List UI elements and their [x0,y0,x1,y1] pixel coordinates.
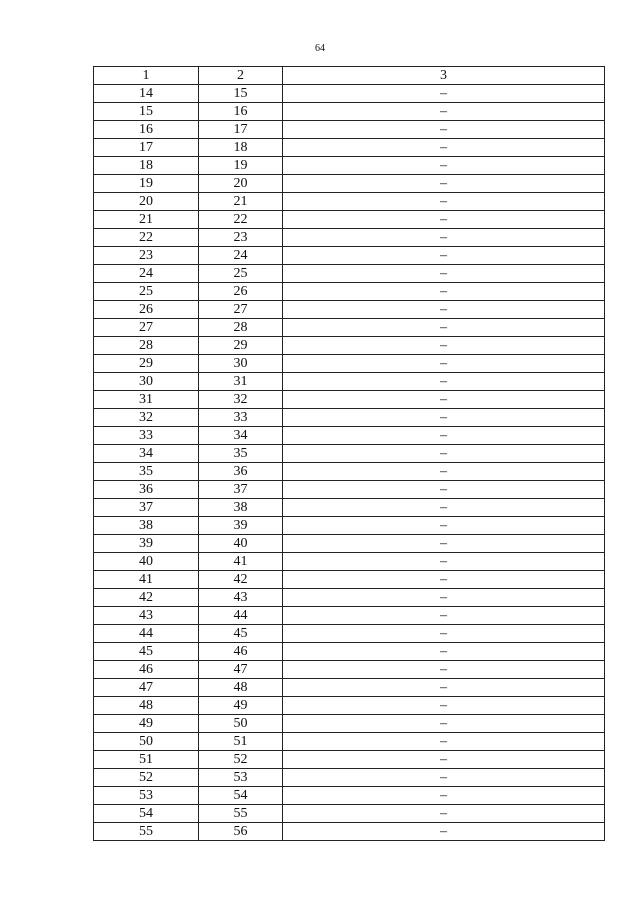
table-row [94,391,605,409]
table-cell-col2: 39 [199,517,283,535]
table-cell-col1: 49 [94,715,199,733]
table-cell-col1: 44 [94,625,199,643]
table-cell-col1: 26 [94,301,199,319]
table-cell-col3: – [283,265,605,283]
table-cell-col2: 20 [199,175,283,193]
table-cell-col1: 20 [94,193,199,211]
table-cell-col2: 46 [199,643,283,661]
table-cell-col1: 25 [94,283,199,301]
table-cell-col2: 23 [199,229,283,247]
table-cell-col1: 32 [94,409,199,427]
table-cell-col2: 18 [199,139,283,157]
table-cell-col1: 21 [94,211,199,229]
table-row [94,823,605,841]
table-cell-col2: 53 [199,769,283,787]
table-cell-col3: – [283,769,605,787]
table-body [94,85,605,841]
table-row [94,103,605,121]
table-row [94,373,605,391]
table-cell-col1: 28 [94,337,199,355]
table-cell-col2: 16 [199,103,283,121]
table-cell-col1: 48 [94,697,199,715]
table-cell-col1: 35 [94,463,199,481]
table-row [94,175,605,193]
table-cell-col3: – [283,301,605,319]
table-cell-col3: – [283,481,605,499]
table-row [94,229,605,247]
table-row [94,751,605,769]
table-cell-col1: 54 [94,805,199,823]
table-cell-col3: – [283,517,605,535]
table-row [94,265,605,283]
table-cell-col1: 16 [94,121,199,139]
table-cell-col3: – [283,463,605,481]
table-cell-col1: 52 [94,769,199,787]
table-row [94,535,605,553]
table-cell-col2: 40 [199,535,283,553]
table-row [94,553,605,571]
table-cell-col3: – [283,175,605,193]
table-cell-col1: 47 [94,679,199,697]
table-cell-col2: 54 [199,787,283,805]
table-row [94,139,605,157]
table-cell-col1: 33 [94,427,199,445]
table-cell-col3: – [283,247,605,265]
table-cell-col1: 46 [94,661,199,679]
data-table [93,66,605,841]
table-cell-col3: – [283,85,605,103]
table-row [94,409,605,427]
table-cell-col2: 15 [199,85,283,103]
table-cell-col2: 33 [199,409,283,427]
table-row [94,85,605,103]
table-cell-col3: – [283,625,605,643]
table-cell-col3: – [283,787,605,805]
table-cell-col2: 47 [199,661,283,679]
table-cell-col2: 38 [199,499,283,517]
table-row [94,589,605,607]
table-cell-col1: 51 [94,751,199,769]
table-cell-col1: 30 [94,373,199,391]
table-row [94,715,605,733]
table-cell-col2: 21 [199,193,283,211]
table-cell-col3: – [283,643,605,661]
table-cell-col1: 37 [94,499,199,517]
table-cell-col2: 51 [199,733,283,751]
table-cell-col3: – [283,823,605,841]
table-cell-col2: 22 [199,211,283,229]
table-row [94,121,605,139]
table-row [94,463,605,481]
table-row [94,247,605,265]
table-cell-col2: 29 [199,337,283,355]
table-cell-col3: – [283,337,605,355]
table-cell-col1: 27 [94,319,199,337]
table-cell-col1: 15 [94,103,199,121]
table-cell-col1: 40 [94,553,199,571]
table-row [94,787,605,805]
table-cell-col3: – [283,193,605,211]
table-cell-col2: 26 [199,283,283,301]
table-cell-col3: – [283,121,605,139]
table-cell-col3: – [283,607,605,625]
table-row [94,319,605,337]
table-row [94,733,605,751]
table-row [94,697,605,715]
column-header-3: 3 [283,67,605,85]
table-row [94,193,605,211]
table-cell-col3: – [283,229,605,247]
table-cell-col1: 22 [94,229,199,247]
table-row [94,211,605,229]
column-header-1: 1 [94,67,199,85]
table-row [94,607,605,625]
table-cell-col1: 19 [94,175,199,193]
table-cell-col2: 34 [199,427,283,445]
table-cell-col3: – [283,391,605,409]
table-cell-col1: 18 [94,157,199,175]
table-cell-col3: – [283,499,605,517]
table-cell-col3: – [283,283,605,301]
table-cell-col3: – [283,157,605,175]
table-cell-col3: – [283,535,605,553]
table-cell-col3: – [283,805,605,823]
table-cell-col2: 56 [199,823,283,841]
table-row [94,679,605,697]
table-cell-col2: 55 [199,805,283,823]
table-cell-col2: 17 [199,121,283,139]
table-cell-col2: 30 [199,355,283,373]
table-row [94,481,605,499]
table-header-row [94,67,605,85]
table-cell-col3: – [283,571,605,589]
table-cell-col3: – [283,553,605,571]
table-cell-col2: 32 [199,391,283,409]
table-row [94,643,605,661]
table-row [94,769,605,787]
table-cell-col2: 41 [199,553,283,571]
table-cell-col3: – [283,355,605,373]
table-cell-col2: 49 [199,697,283,715]
table-cell-col2: 19 [199,157,283,175]
table-cell-col2: 25 [199,265,283,283]
table-cell-col1: 31 [94,391,199,409]
table-cell-col3: – [283,211,605,229]
table-row [94,625,605,643]
table-row [94,517,605,535]
table-cell-col2: 43 [199,589,283,607]
table-cell-col2: 27 [199,301,283,319]
table-cell-col3: – [283,319,605,337]
table-cell-col3: – [283,679,605,697]
table-cell-col1: 45 [94,643,199,661]
table-cell-col2: 24 [199,247,283,265]
table-row [94,337,605,355]
table-cell-col3: – [283,409,605,427]
table-cell-col1: 39 [94,535,199,553]
table-row [94,283,605,301]
table-cell-col3: – [283,373,605,391]
table-cell-col2: 50 [199,715,283,733]
table-cell-col3: – [283,661,605,679]
table-cell-col3: – [283,589,605,607]
table-cell-col3: – [283,139,605,157]
table-cell-col1: 23 [94,247,199,265]
table-cell-col1: 34 [94,445,199,463]
table-row [94,157,605,175]
table-row [94,355,605,373]
table-cell-col3: – [283,733,605,751]
table-cell-col2: 48 [199,679,283,697]
table-cell-col2: 44 [199,607,283,625]
table-cell-col1: 14 [94,85,199,103]
table-cell-col2: 36 [199,463,283,481]
table-cell-col2: 35 [199,445,283,463]
table-cell-col3: – [283,751,605,769]
table-cell-col1: 50 [94,733,199,751]
table-cell-col1: 42 [94,589,199,607]
table-cell-col1: 55 [94,823,199,841]
table-cell-col2: 52 [199,751,283,769]
table-cell-col3: – [283,697,605,715]
table-cell-col1: 17 [94,139,199,157]
table-cell-col1: 38 [94,517,199,535]
table-row [94,499,605,517]
table-cell-col3: – [283,427,605,445]
table-cell-col2: 37 [199,481,283,499]
table-row [94,805,605,823]
table-row [94,661,605,679]
table-row [94,301,605,319]
table-cell-col2: 28 [199,319,283,337]
table-cell-col1: 29 [94,355,199,373]
table-cell-col1: 43 [94,607,199,625]
table-cell-col2: 45 [199,625,283,643]
table-cell-col3: – [283,103,605,121]
table-row [94,571,605,589]
page-number: 64 [315,43,325,54]
table-cell-col3: – [283,715,605,733]
table-row [94,445,605,463]
table-cell-col1: 53 [94,787,199,805]
table-cell-col1: 41 [94,571,199,589]
table-cell-col1: 24 [94,265,199,283]
table-cell-col3: – [283,445,605,463]
table-cell-col2: 31 [199,373,283,391]
column-header-2: 2 [199,67,283,85]
table-cell-col1: 36 [94,481,199,499]
table-cell-col2: 42 [199,571,283,589]
table-row [94,427,605,445]
